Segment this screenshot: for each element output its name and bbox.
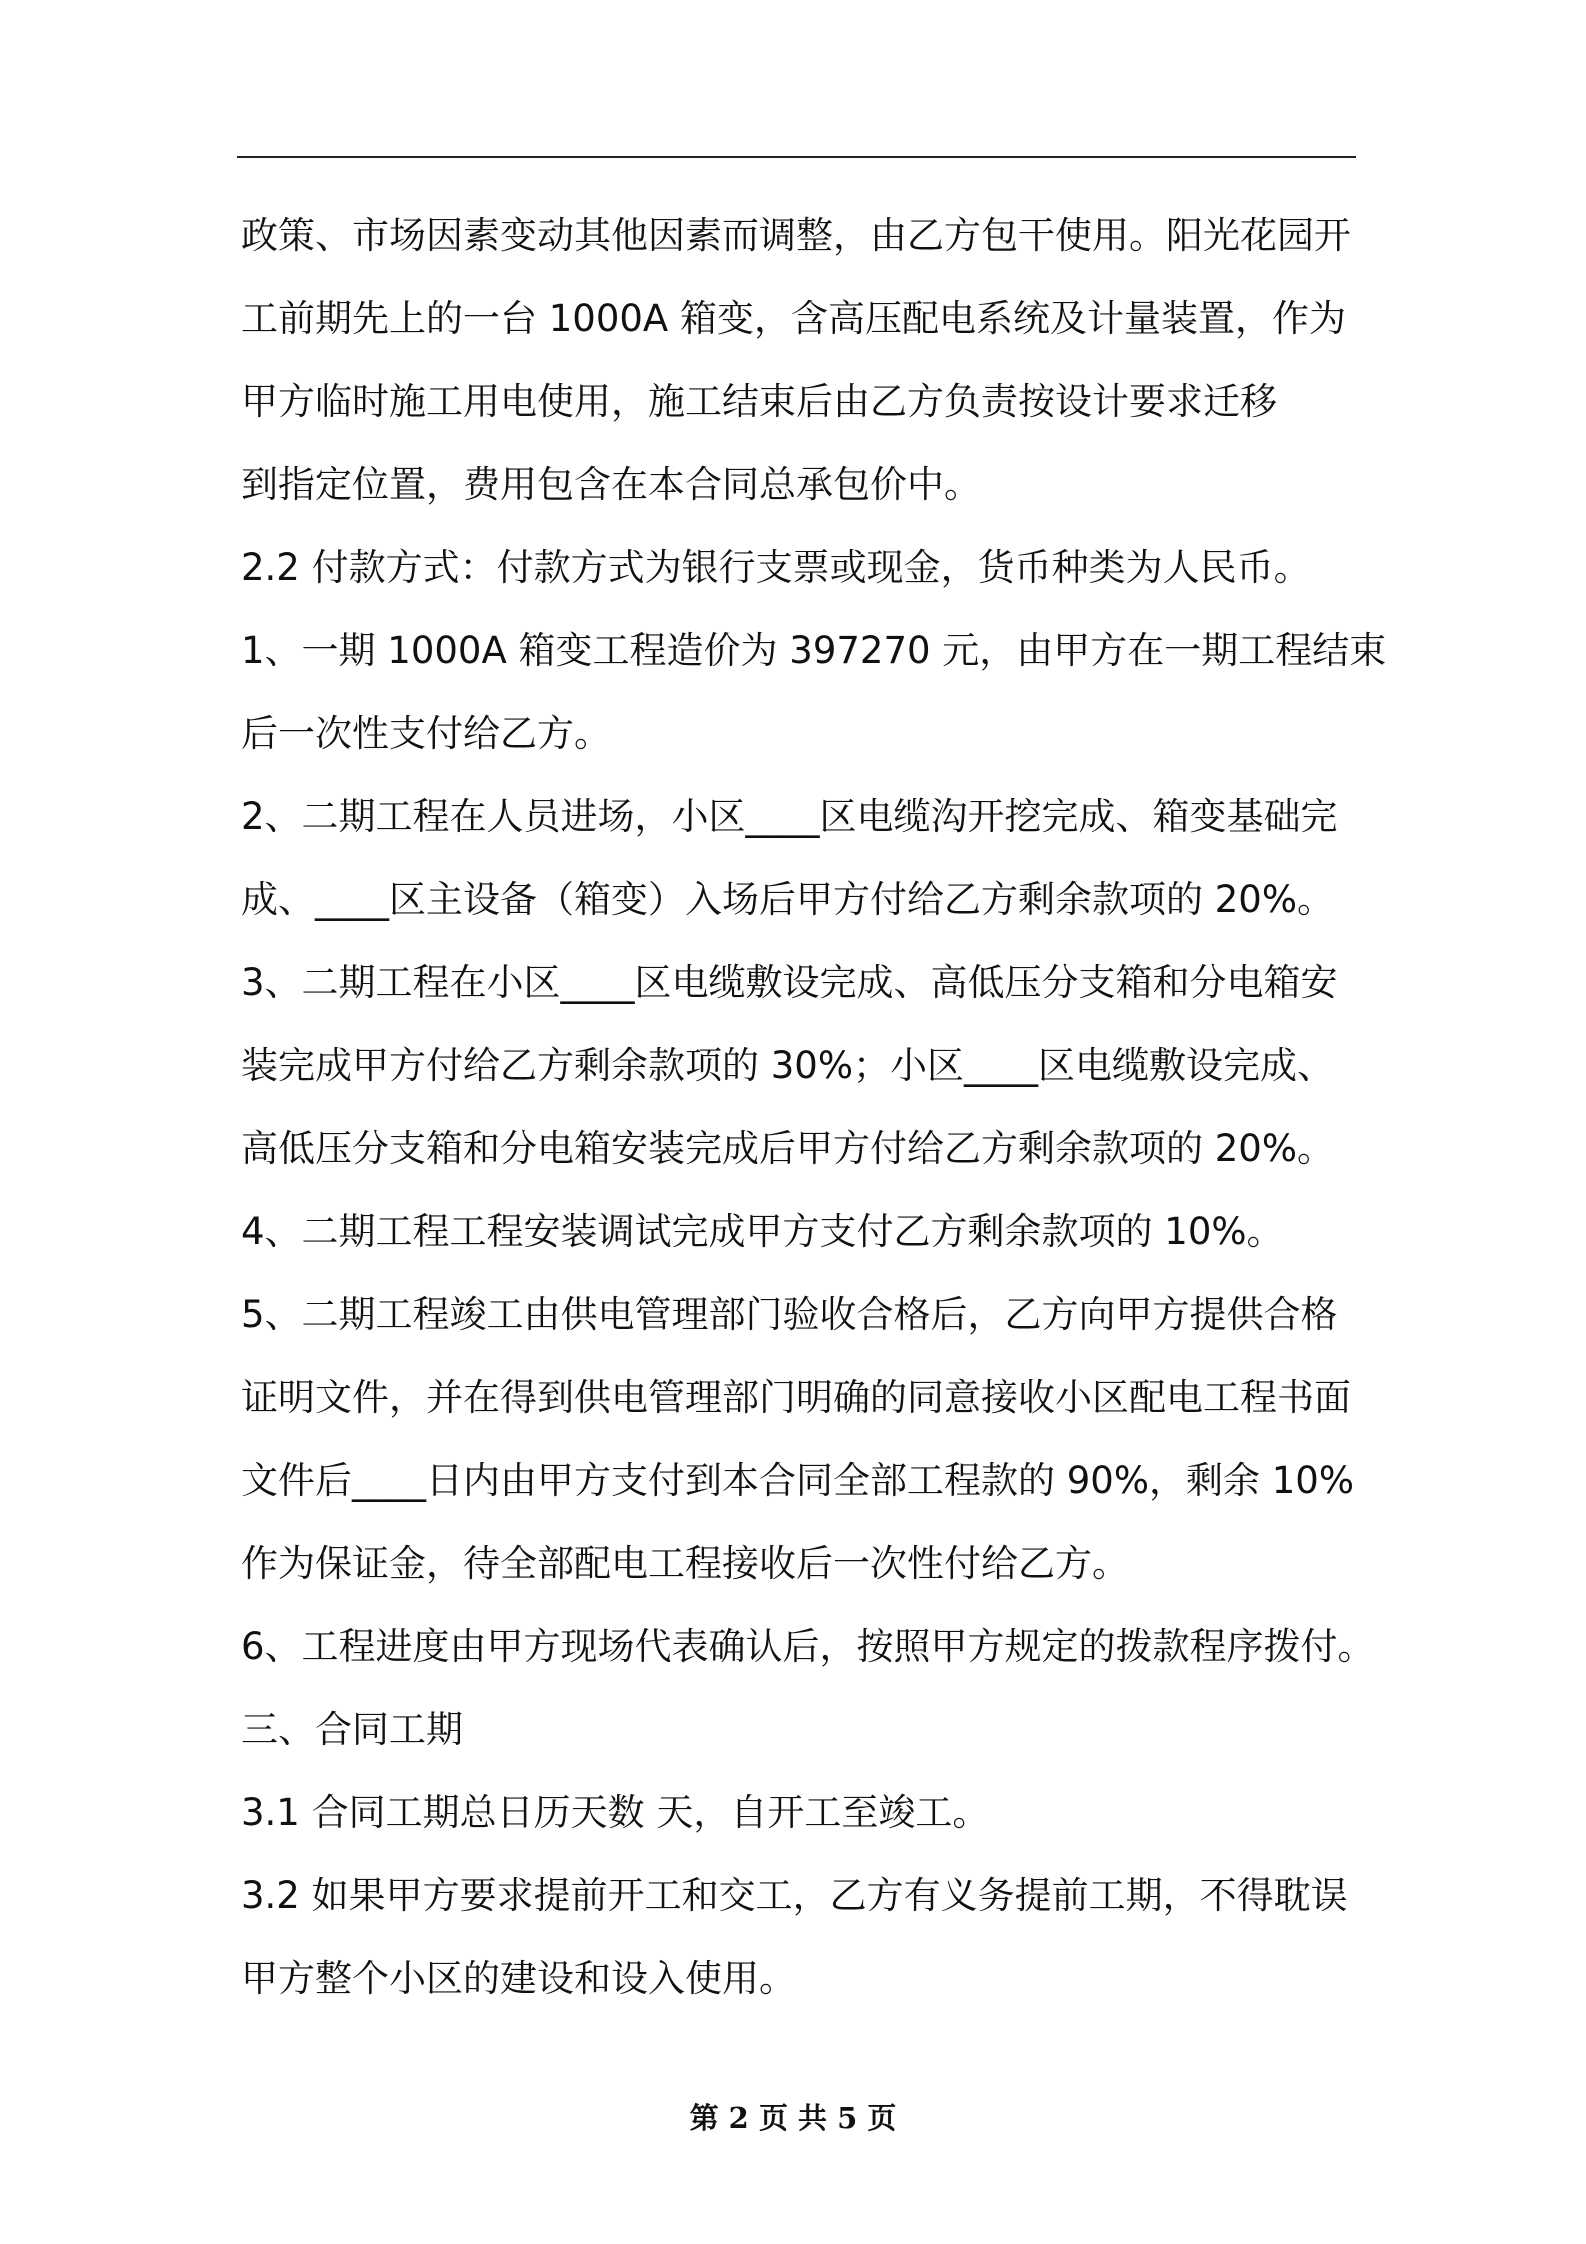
text-line-content: 3.1 合同工期总日历天数 天，自开工至竣工。 — [241, 1791, 990, 1834]
text-line-content: 甲方临时施工用电使用，施 — [241, 380, 685, 423]
text-line — [241, 1107, 1366, 1190]
text-line — [241, 1356, 1366, 1439]
text-line-content: 证明文件，并在得到供电管理部门明确的同意接收小区配电工程书面 — [241, 1376, 1351, 1419]
text-line-content: 装完成甲方付给乙方剩余款项的 30%；小区____区电缆敷设完成、 — [241, 1044, 1334, 1087]
text-line — [241, 775, 1366, 858]
text-line-content: 后一次性支付给乙方。 — [241, 712, 611, 755]
text-line — [241, 1439, 1366, 1522]
text-line — [241, 1937, 1366, 2020]
text-line-content: 5、二期工程竣工由供电管理部门验收合格后，乙方向甲方提供合格 — [241, 1293, 1338, 1336]
text-line-content: 2.2 付款方式：付款方式为银行支票或现金，货币种类为人民币。 — [241, 546, 1311, 589]
text-line-content: 6、工程进度由甲方现场代表确认后，按照甲方规定的拨款程序拨付。 — [241, 1625, 1375, 1668]
text-line — [241, 941, 1366, 1024]
text-line — [241, 1273, 1366, 1356]
text-line — [241, 1190, 1366, 1273]
text-line — [241, 1605, 1375, 1688]
text-line — [241, 1688, 1366, 1771]
document-body — [241, 194, 1387, 2020]
text-line-content: 成、____区主设备（箱变）入场后甲方付给乙方剩余款项的 20%。 — [241, 878, 1334, 921]
text-line-content: 4、二期工程工程安装调试完成甲方支付乙方剩余款项的 10%。 — [241, 1210, 1284, 1253]
text-line-content: 高低压分支箱和分电箱安装完成后甲方付给乙方剩余款项的 20%。 — [241, 1127, 1334, 1170]
text-line — [241, 1522, 1366, 1605]
text-line — [241, 443, 1366, 526]
text-line-content: 3.2 如果甲方要求提前开工和交工，乙方有义务提前工期，不得耽误 — [241, 1874, 1348, 1917]
text-line-content: 政策、市场因素变动其他因素而调整，由乙方包干使用。阳光花园开 — [241, 214, 1351, 257]
text-line — [241, 609, 1387, 692]
header-rule — [237, 156, 1356, 158]
text-line-content: 文件后____日内由甲方支付到本合同全部工程款的 90%，剩余 10% — [241, 1459, 1354, 1502]
text-line — [241, 1854, 1366, 1937]
text-line-content: 3、二期工程在小区____区电缆敷设完成、高低压分支箱和分电箱安 — [241, 961, 1338, 1004]
text-line-content: 到指定位置，费用包含在本合同总承包价中。 — [241, 463, 981, 506]
text-line — [241, 858, 1366, 941]
text-line — [241, 526, 1366, 609]
text-line — [241, 277, 1366, 360]
text-line-content: 甲方整个小区的建设和设入使用。 — [241, 1957, 796, 2000]
text-line-content: 工结束后由乙方负责按设计要求迁移 — [685, 380, 1277, 423]
text-line-content: 作为保证金，待全部配电工程接收后一次性付给乙方。 — [241, 1542, 1129, 1585]
text-line-content: 2、二期工程在人员进场，小区____区电缆沟开挖完成、箱变基础完 — [241, 795, 1338, 838]
text-line-content: 1、一期 1000A 箱变工程造价为 397270 元，由甲方在一期工程结束 — [241, 629, 1387, 672]
text-line-content: 三、合同工期 — [241, 1708, 463, 1751]
text-line — [241, 692, 1366, 775]
text-line — [241, 1771, 1366, 1854]
text-line — [241, 360, 1366, 443]
text-line-content: 工前期先上的一台 1000A 箱变，含高压配电系统及计量装置，作为 — [241, 297, 1346, 340]
page-number-footer: 第 2 页 共 5 页 — [689, 2101, 897, 2135]
text-line — [241, 194, 1366, 277]
text-line — [241, 1024, 1366, 1107]
